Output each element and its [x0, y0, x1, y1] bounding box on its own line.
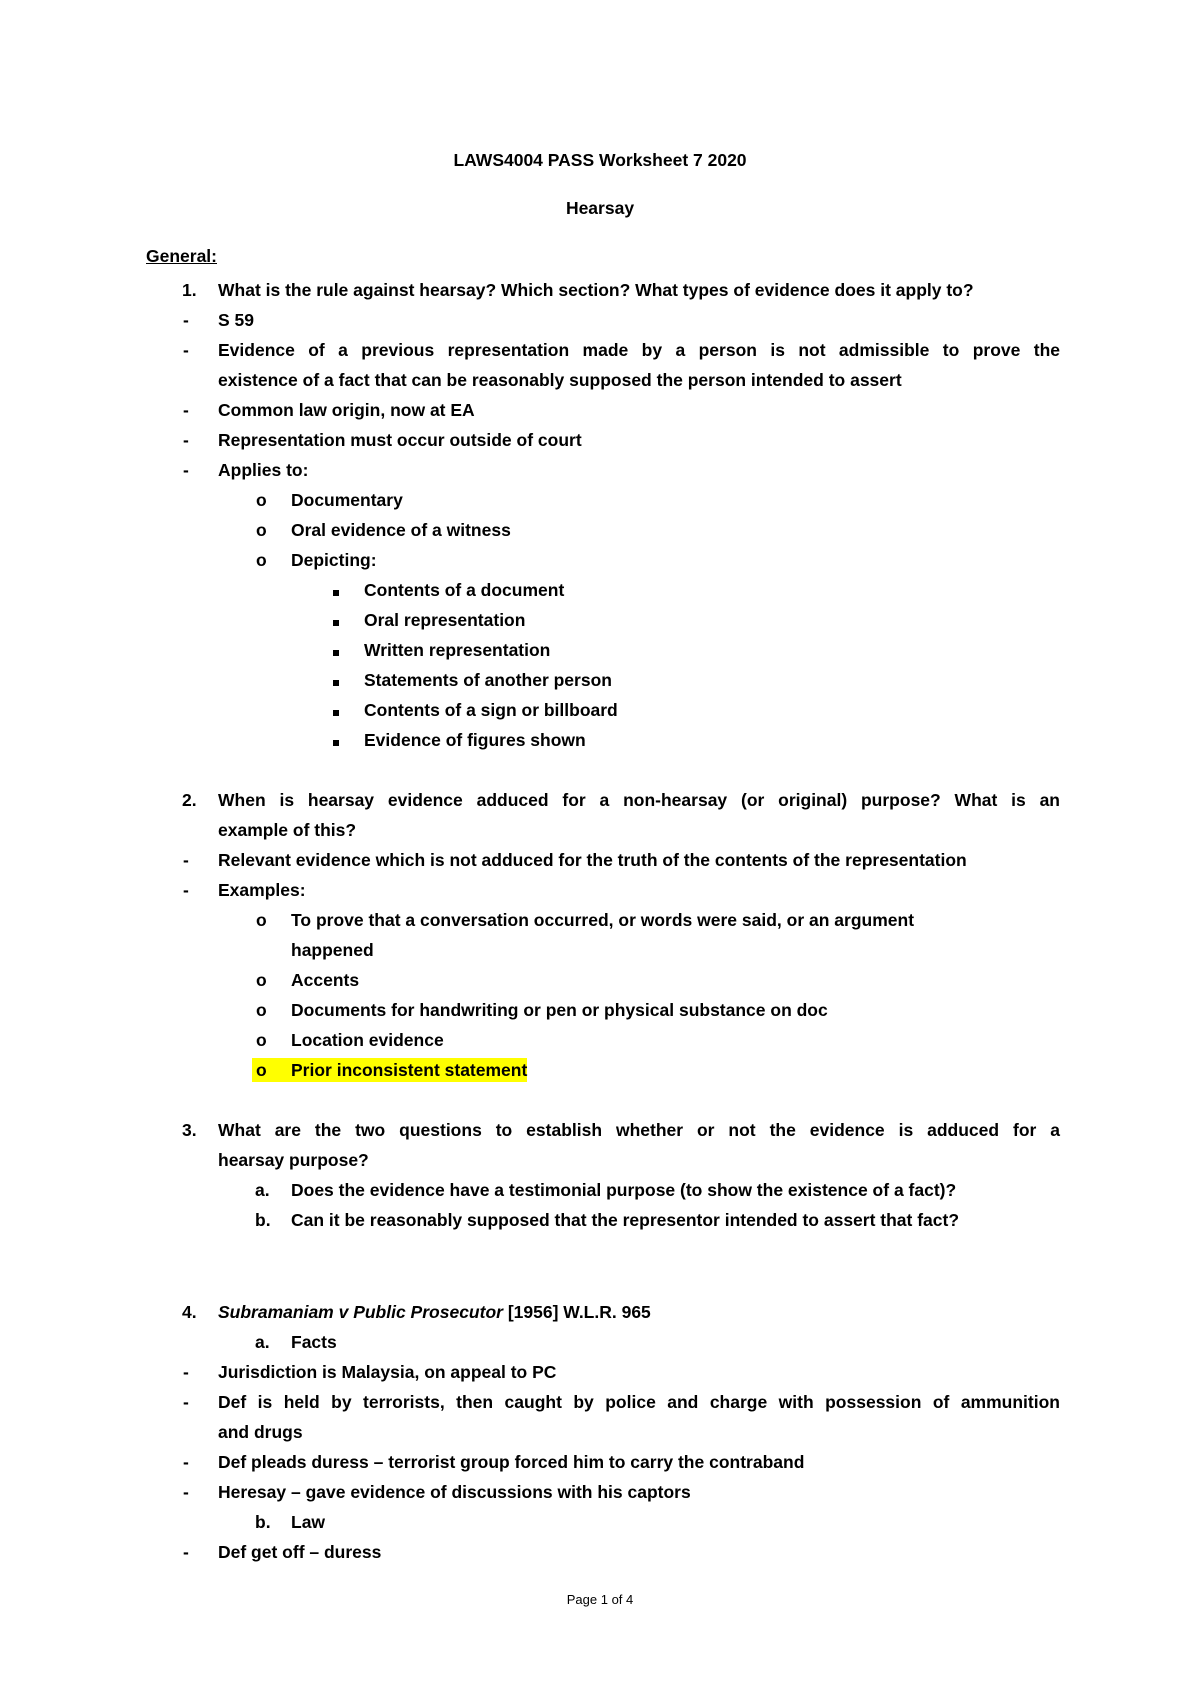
- question-number: 1.: [182, 280, 197, 300]
- square-bullet-icon: [333, 728, 339, 752]
- circle-bullet: o: [256, 1030, 267, 1050]
- square-bullet-icon: [333, 578, 339, 602]
- list-item-continuation: existence of a fact that can be reasonably supposed the person intended to assert: [218, 370, 902, 390]
- dash-bullet: -: [183, 1452, 189, 1472]
- list-item: Written representation: [364, 640, 551, 660]
- dash-bullet: -: [183, 430, 189, 450]
- sub-letter: b.: [255, 1210, 271, 1230]
- circle-bullet: o: [256, 1000, 267, 1020]
- list-item: Representation must occur outside of court: [218, 430, 582, 450]
- list-item: S 59: [218, 310, 254, 330]
- sub-letter: b.: [255, 1512, 271, 1532]
- dash-bullet: -: [183, 340, 189, 360]
- highlighted-list-item: Prior inconsistent statement: [291, 1060, 528, 1080]
- question-1-text: What is the rule against hearsay? Which section? What types of evidence does it apply to?: [218, 280, 974, 300]
- dash-bullet: -: [183, 1542, 189, 1562]
- list-item-continuation: and drugs: [218, 1422, 303, 1442]
- list-item: Jurisdiction is Malaysia, on appeal to PC: [218, 1362, 557, 1382]
- question-3-text-continuation: hearsay purpose?: [218, 1150, 369, 1170]
- sub-question: Does the evidence have a testimonial purpose (to show the existence of a fact)?: [291, 1180, 957, 1200]
- list-item: To prove that a conversation occurred, or words were said, or an argument: [291, 910, 915, 930]
- dash-bullet: -: [183, 1392, 189, 1412]
- list-item: Contents of a sign or billboard: [364, 700, 618, 720]
- sub-letter: a.: [255, 1332, 270, 1352]
- list-item: Def pleads duress – terrorist group forced him to carry the contraband: [218, 1452, 805, 1472]
- list-item: Applies to:: [218, 460, 309, 480]
- list-item: Statements of another person: [364, 670, 612, 690]
- list-item: Examples:: [218, 880, 306, 900]
- list-item: Documents for handwriting or pen or physical substance on doc: [291, 1000, 828, 1020]
- square-bullet-icon: [333, 668, 339, 692]
- list-item: Common law origin, now at EA: [218, 400, 475, 420]
- case-name: Subramaniam v Public Prosecutor: [218, 1302, 503, 1322]
- list-item: Oral representation: [364, 610, 526, 630]
- circle-bullet: o: [256, 910, 267, 930]
- circle-bullet-highlighted: o: [252, 1058, 291, 1082]
- square-bullet-icon: [333, 638, 339, 662]
- list-item: Def get off – duress: [218, 1542, 382, 1562]
- list-item: Contents of a document: [364, 580, 565, 600]
- document-title: LAWS4004 PASS Worksheet 7 2020: [453, 150, 747, 170]
- list-item: Def is held by terrorists, then caught by police and charge with possession of ammunition: [218, 1392, 1060, 1412]
- case-heading: [218, 1300, 651, 1324]
- dash-bullet: -: [183, 1362, 189, 1382]
- list-item: Accents: [291, 970, 360, 990]
- dash-bullet: -: [183, 880, 189, 900]
- case-citation: [1956] W.L.R. 965: [502, 1302, 651, 1322]
- list-item: Documentary: [291, 490, 403, 510]
- circle-bullet: o: [256, 520, 267, 540]
- sub-question: Can it be reasonably supposed that the representor intended to assert that fact?: [291, 1210, 960, 1230]
- question-number: 4.: [182, 1302, 197, 1322]
- question-2-text: When is hearsay evidence adduced for a non-hearsay (or original) purpose? What is an: [218, 790, 1060, 810]
- document-subtitle: Hearsay: [565, 198, 635, 218]
- dash-bullet: -: [183, 400, 189, 420]
- dash-bullet: -: [183, 1482, 189, 1502]
- circle-bullet: o: [256, 550, 267, 570]
- question-number: 3.: [182, 1120, 197, 1140]
- question-3-text: What are the two questions to establish whether or not the evidence is adduced for a: [218, 1120, 1060, 1140]
- section-heading-general: General:: [146, 246, 217, 266]
- list-item: Depicting:: [291, 550, 377, 570]
- list-item: Evidence of figures shown: [364, 730, 586, 750]
- list-item: Location evidence: [291, 1030, 444, 1050]
- circle-bullet: o: [256, 970, 267, 990]
- dash-bullet: -: [183, 850, 189, 870]
- square-bullet-icon: [333, 698, 339, 722]
- question-2-text-continuation: example of this?: [218, 820, 357, 840]
- dash-bullet: -: [183, 460, 189, 480]
- question-number: 2.: [182, 790, 197, 810]
- page-footer: Page 1 of 4: [566, 1592, 634, 1607]
- square-bullet-icon: [333, 608, 339, 632]
- dash-bullet: -: [183, 310, 189, 330]
- list-item: Heresay – gave evidence of discussions with his captors: [218, 1482, 691, 1502]
- sub-letter: a.: [255, 1180, 270, 1200]
- list-item: Evidence of a previous representation made by a person is not admissible to prove the: [218, 340, 1060, 360]
- list-item: Oral evidence of a witness: [291, 520, 511, 540]
- circle-bullet: o: [256, 490, 267, 510]
- law-label: Law: [291, 1512, 326, 1532]
- list-item: Relevant evidence which is not adduced for the truth of the contents of the representation: [218, 850, 967, 870]
- facts-label: Facts: [291, 1332, 337, 1352]
- list-item-continuation: happened: [291, 940, 374, 960]
